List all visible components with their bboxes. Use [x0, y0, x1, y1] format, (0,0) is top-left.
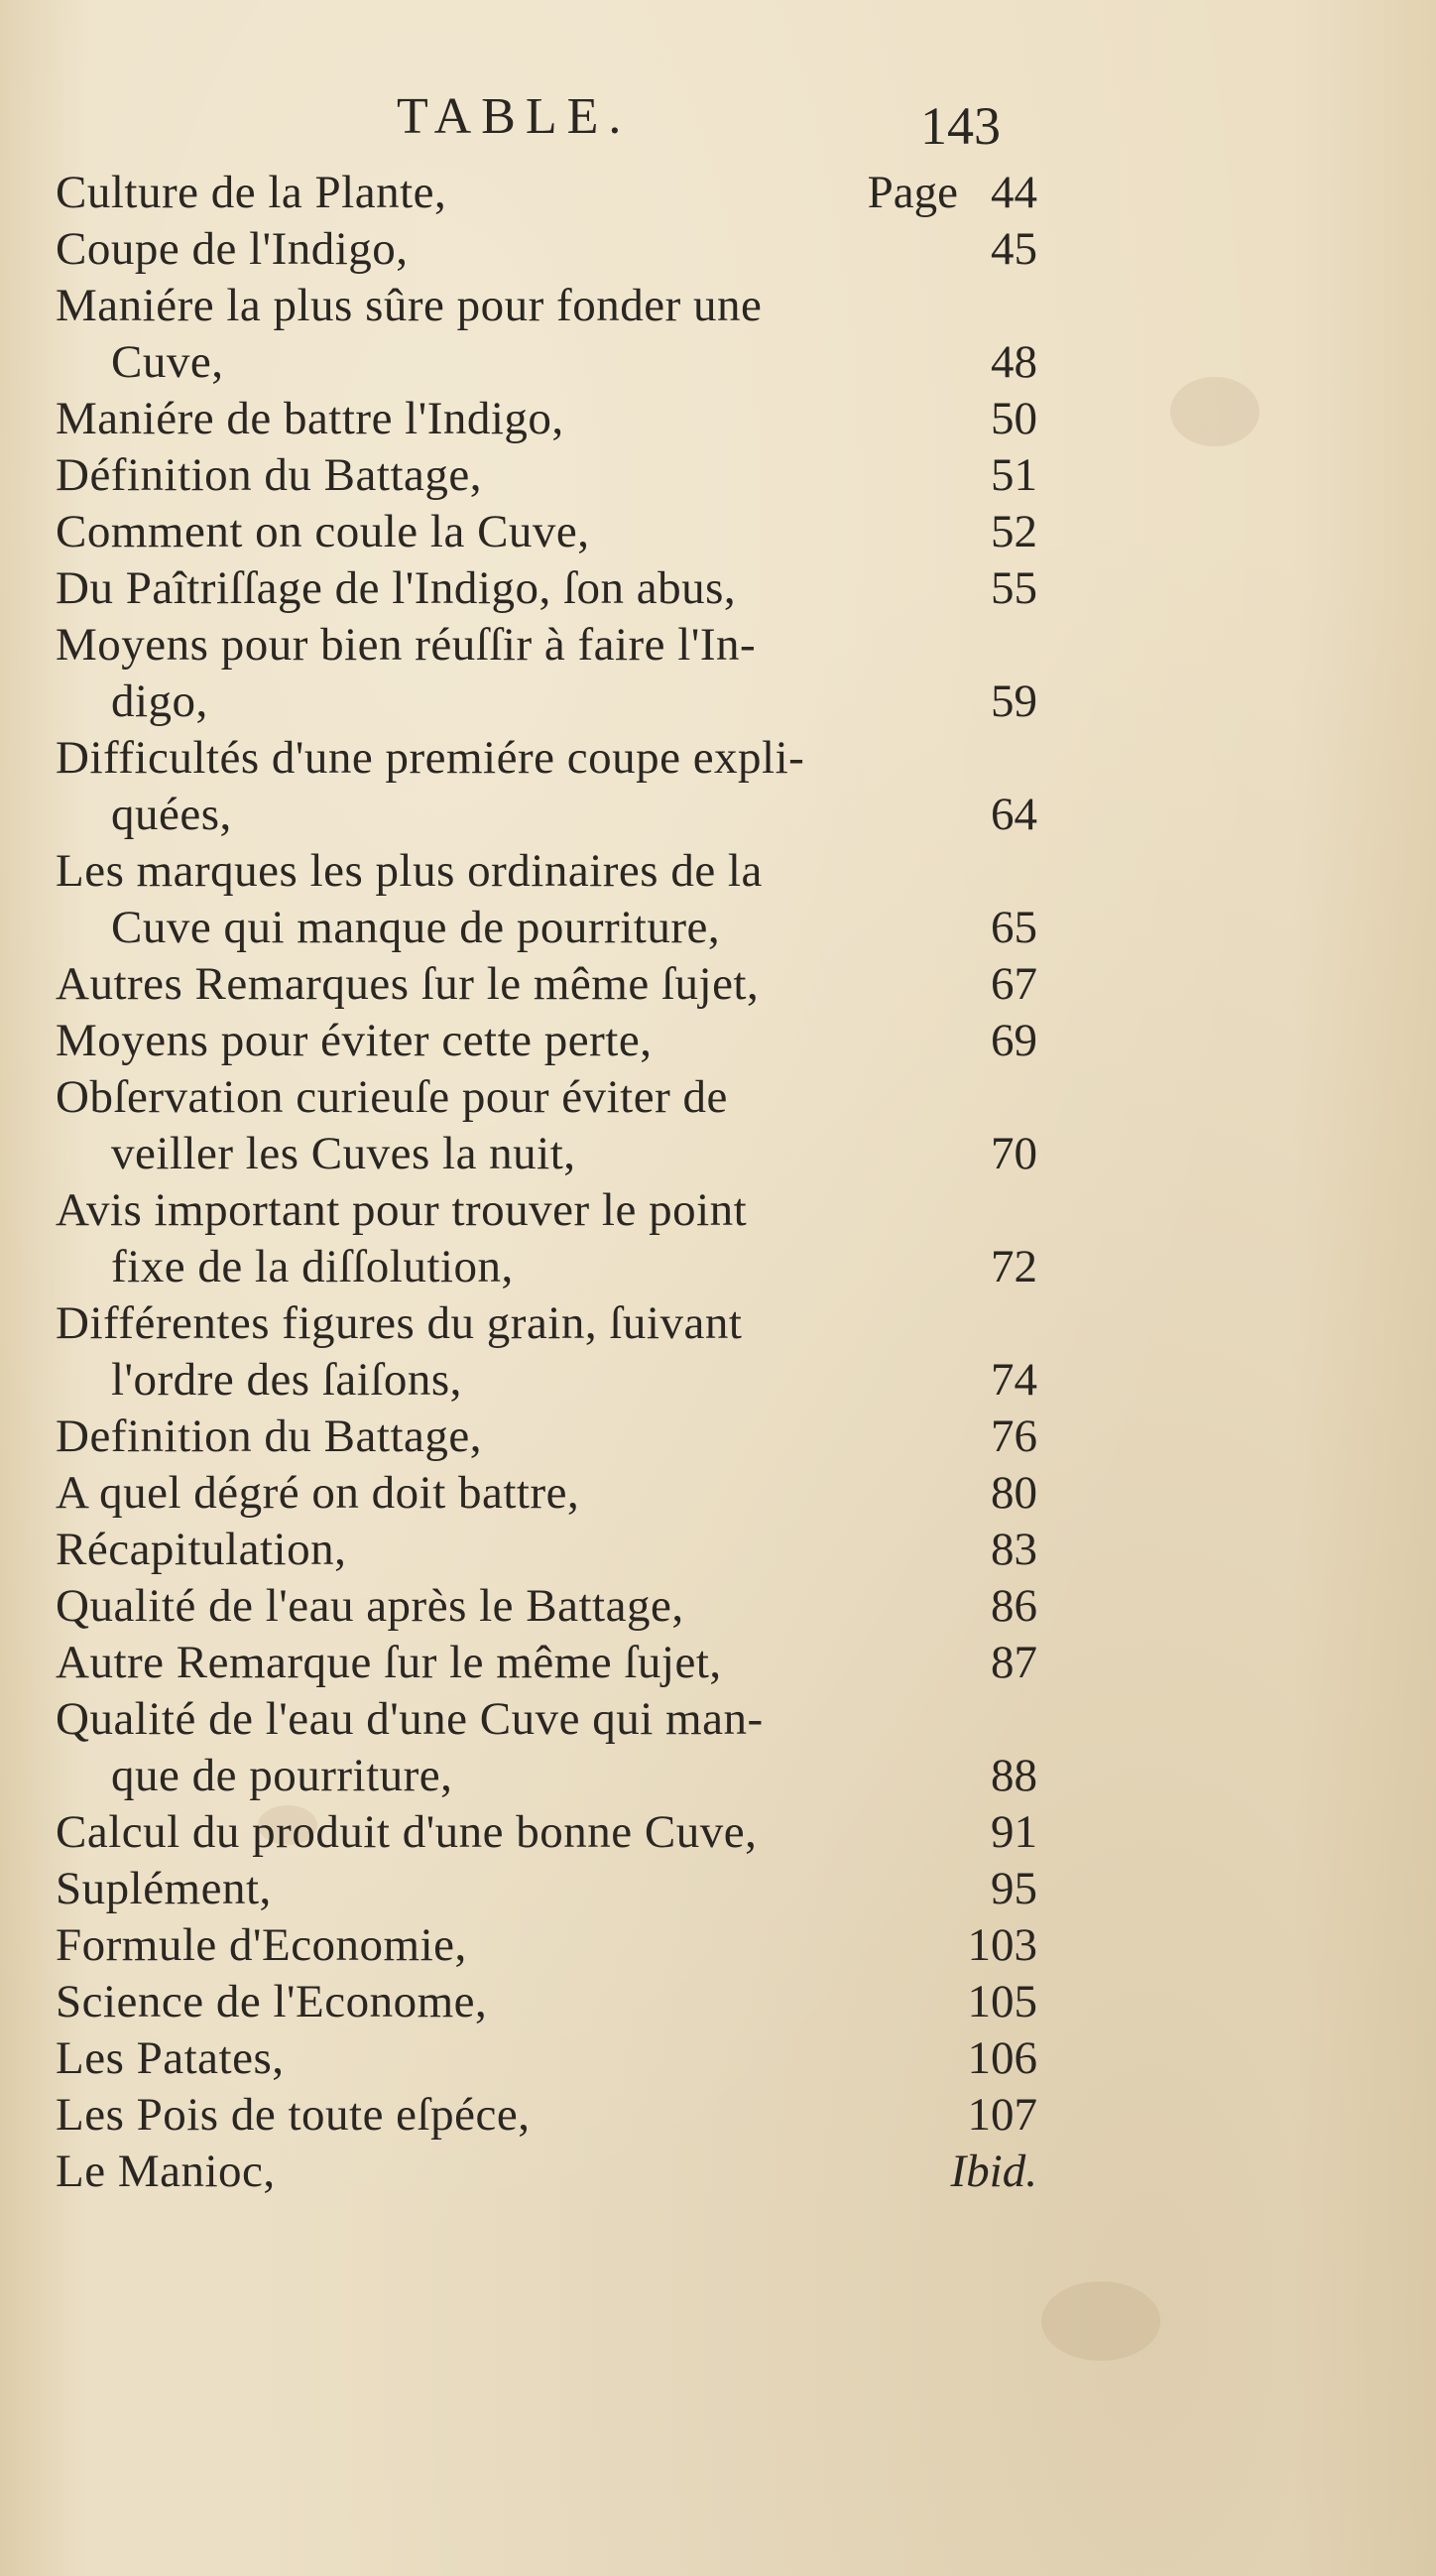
toc-entry-page: 106	[967, 2032, 1037, 2084]
toc-entry-title: A quel dégré on doit battre,	[56, 1467, 580, 1519]
toc-entry	[56, 843, 1037, 900]
toc-entry-title: Différentes figures du grain, ſuivant	[56, 1297, 743, 1349]
toc-entry-title: Difficultés d'une premiére coupe expli-	[56, 732, 805, 784]
toc-entry-page: 67	[991, 958, 1037, 1010]
toc-entry-title: Definition du Battage,	[56, 1411, 482, 1462]
toc-entry-page: 70	[991, 1128, 1037, 1179]
toc-entry-page: 50	[991, 393, 1037, 444]
toc-entry-continuation	[56, 1748, 1037, 1804]
toc-entry-page: 80	[991, 1467, 1037, 1519]
toc-entry-page: 74	[991, 1354, 1037, 1406]
toc-entry-page: 88	[991, 1750, 1037, 1801]
toc-entry	[56, 1974, 1037, 2030]
toc-entry-title: Autre Remarque ſur le même ſujet,	[56, 1637, 722, 1688]
toc-entry-title: Calcul du produit d'une bonne Cuve,	[56, 1806, 758, 1858]
toc-entry	[56, 1295, 1037, 1352]
page-number: 143	[920, 96, 1001, 156]
toc-entry	[56, 730, 1037, 787]
toc-entry-title: Du Paîtriſſage de l'Indigo, ſon abus,	[56, 562, 737, 614]
toc-entry-title: Définition du Battage,	[56, 449, 482, 501]
toc-entry	[56, 165, 1037, 221]
toc-entry-title: Récapitulation,	[56, 1524, 347, 1575]
toc-entry-title: Culture de la Plante,	[56, 167, 447, 218]
toc-entry-page: 105	[967, 1976, 1037, 2027]
toc-entry-page: 51	[991, 449, 1037, 501]
toc-entry-title: Les Patates,	[56, 2032, 285, 2084]
toc-entry-continuation	[56, 1126, 1037, 1182]
toc-entry	[56, 1691, 1037, 1748]
toc-entry-page: 107	[967, 2089, 1037, 2141]
toc-entry	[56, 1409, 1037, 1465]
toc-entry-title: Maniére la plus sûre pour fonder une	[56, 280, 763, 331]
toc-entry-continuation	[56, 787, 1037, 843]
toc-entry-title: Moyens pour éviter cette perte,	[56, 1015, 653, 1066]
toc-entry	[56, 560, 1037, 617]
toc-entry	[56, 1465, 1037, 1522]
toc-entry-title: Science de l'Econome,	[56, 1976, 488, 2027]
toc-entry-title: fixe de la diſſolution,	[111, 1241, 514, 1292]
toc-entry-page: 48	[991, 336, 1037, 388]
toc-entry	[56, 1182, 1037, 1239]
toc-entry-title: Obſervation curieuſe pour éviter de	[56, 1071, 728, 1123]
toc-entry-page: 103	[967, 1919, 1037, 1971]
running-header	[0, 87, 1436, 157]
toc-entry-page: 86	[991, 1580, 1037, 1632]
toc-entry-page: 44	[991, 167, 1037, 218]
toc-entry-title: que de pourriture,	[111, 1750, 453, 1801]
toc-entry-page: 91	[991, 1806, 1037, 1858]
toc-entry	[56, 1804, 1037, 1861]
toc-entry-page: 87	[991, 1637, 1037, 1688]
toc-entry-title: quées,	[111, 789, 232, 840]
toc-entry	[56, 1917, 1037, 1974]
toc-entry-page: 76	[991, 1411, 1037, 1462]
toc-entry	[56, 2144, 1037, 2200]
toc-entry-continuation	[56, 674, 1037, 730]
toc-entry-title: Formule d'Economie,	[56, 1919, 467, 1971]
toc-entry	[56, 1069, 1037, 1126]
toc-entry-continuation	[56, 1239, 1037, 1295]
toc-entry	[56, 2030, 1037, 2087]
toc-entry	[56, 391, 1037, 447]
toc-entry-title: l'ordre des ſaiſons,	[111, 1354, 462, 1406]
toc-entry-title: veiller les Cuves la nuit,	[111, 1128, 576, 1179]
toc-entry-title: digo,	[111, 675, 208, 727]
toc-entry-continuation	[56, 900, 1037, 956]
toc-entry-page: 59	[991, 675, 1037, 727]
header-title: TABLE.	[397, 88, 632, 145]
toc-entry	[56, 1013, 1037, 1069]
toc-entry-title: Avis important pour trouver le point	[56, 1184, 748, 1236]
toc-entry-title: Suplément,	[56, 1863, 272, 1914]
toc-entry-title: Cuve qui manque de pourriture,	[111, 902, 721, 953]
toc-entry-title: Moyens pour bien réuſſir à faire l'In-	[56, 619, 757, 671]
toc-entry-title: Les Pois de toute eſpéce,	[56, 2089, 531, 2141]
toc-entry-page: Ibid.	[950, 2146, 1037, 2197]
toc-entry	[56, 956, 1037, 1013]
toc-entry-title: Comment on coule la Cuve,	[56, 506, 590, 557]
toc-entry-page: 55	[991, 562, 1037, 614]
toc-entry	[56, 447, 1037, 504]
toc-entry	[56, 278, 1037, 334]
toc-entry-page: 72	[991, 1241, 1037, 1292]
toc-entry-page: 64	[991, 789, 1037, 840]
toc-entry	[56, 1635, 1037, 1691]
page-label: Page	[867, 167, 958, 218]
toc-entry	[56, 221, 1037, 278]
paper-stain	[1041, 2281, 1160, 2361]
toc-entry-title: Coupe de l'Indigo,	[56, 223, 409, 275]
toc-entry-title: Les marques les plus ordinaires de la	[56, 845, 763, 897]
toc-entry	[56, 1861, 1037, 1917]
toc-entry-title: Maniére de battre l'Indigo,	[56, 393, 564, 444]
toc-entry-title: Autres Remarques ſur le même ſujet,	[56, 958, 760, 1010]
toc-entry-title: Qualité de l'eau d'une Cuve qui man-	[56, 1693, 764, 1745]
toc-entry-continuation	[56, 334, 1037, 391]
toc-entry-title: Cuve,	[111, 336, 224, 388]
toc-entry-page: 95	[991, 1863, 1037, 1914]
table-of-contents	[56, 165, 1037, 2200]
toc-entry-page: 65	[991, 902, 1037, 953]
toc-entry-page: 45	[991, 223, 1037, 275]
toc-entry-page: 69	[991, 1015, 1037, 1066]
toc-entry-title: Qualité de l'eau après le Battage,	[56, 1580, 684, 1632]
toc-entry-continuation	[56, 1352, 1037, 1409]
toc-entry	[56, 1578, 1037, 1635]
toc-entry	[56, 2087, 1037, 2144]
toc-entry	[56, 617, 1037, 674]
toc-entry-title: Le Manioc,	[56, 2146, 276, 2197]
toc-entry-page: 52	[991, 506, 1037, 557]
toc-entry-page: 83	[991, 1524, 1037, 1575]
toc-entry	[56, 1522, 1037, 1578]
toc-entry	[56, 504, 1037, 560]
paper-stain	[1170, 377, 1259, 446]
